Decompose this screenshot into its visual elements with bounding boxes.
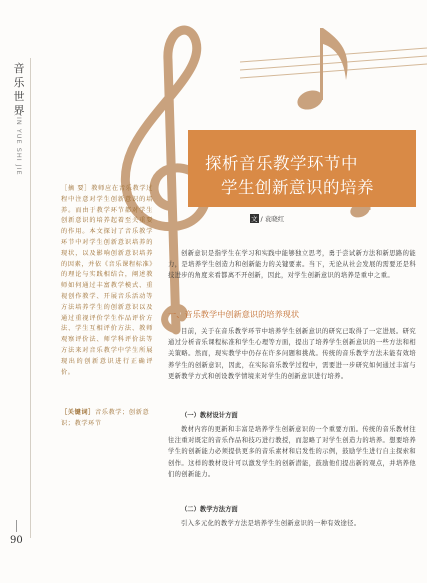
section1-heading: 一、音乐教学中创新意识的培养现状 bbox=[168, 309, 300, 319]
author-name: / 袁晓红 bbox=[260, 215, 285, 223]
magazine-title-char: 界 bbox=[13, 104, 25, 117]
article-title-line1: 探析音乐教学环节中 bbox=[205, 154, 358, 173]
sidebar-divider bbox=[30, 58, 31, 538]
abstract-text: 教师应在音乐教学过程中注意对学生创新意识的培养。而由于教学环节都对学生创新意识的培养起着至关重要的作用。本文探讨了音乐教学环节中对学生创新意识培养的现状，以及影响创新意识培养的因素，并依《音乐课程标准》的理论与实践相结合，阐述教师如何通过丰富教学模式、重视创作教学、开展音乐活动等方法培养学生的创新意识以及通过重视评价学生作品评价方法、学生互相评价方法、教师观察评价法、师学科评价法等方法来对音乐教学中学生所展现出的创新意识进行正确评价。 bbox=[61, 185, 154, 376]
abstract bbox=[61, 184, 153, 378]
magazine-pinyin: YIN YUE SHI JIE bbox=[15, 112, 23, 176]
article-title-line2: 学生创新意识的培养 bbox=[221, 178, 374, 197]
page-tick bbox=[16, 520, 17, 532]
subsection2-heading: （二）教学方法方面 bbox=[181, 506, 238, 513]
keywords-label: ［关键词］ bbox=[61, 409, 95, 416]
abstract-label: ［摘 要］ bbox=[61, 185, 92, 192]
magazine-title-char: 世 bbox=[13, 90, 25, 103]
keywords bbox=[61, 408, 153, 430]
magazine-title-char: 音 bbox=[13, 62, 25, 75]
magazine-title bbox=[8, 62, 30, 118]
subsection1-paragraph: 教材内容的更新和丰富是培养学生创新意识的一个重要方面。传统的音乐教材往往注重对既定的音乐作品和技巧进行教授，而忽略了对学生创造力的培养。想要培养学生的创新能力必须提供更多的音乐素材和启发性的示例，鼓励学生进行自主探索和创作。这样的教材设计可以激发学生的创新潜能，鼓励他们提出新的观点，并培养他们的创新能力。 bbox=[168, 426, 416, 478]
magazine-title-char: 乐 bbox=[13, 76, 25, 89]
author-tag: 文 bbox=[251, 215, 258, 223]
subsection2-paragraph: 引入多元化的教学方法是培养学生创新意识的一种有效途径。 bbox=[181, 520, 361, 527]
author-line bbox=[250, 214, 284, 223]
section1-paragraph: 目前，关于在音乐教学环节中培养学生创新意识的研究已取得了一定进展。研究通过分析音乐课程标准和学生心理等方面，提出了培养学生创新意识的一些方法和相关策略。然而，现实教学中仍存在许多问题和挑战。传统的音乐教学方法未能有效培养学生的创新意识，因此，在实际音乐教学过程中，需要进一步研究如何通过丰富与更新教学方式和创设教学情境来对学生的创新意识进行培养。 bbox=[168, 328, 416, 380]
intro-paragraph: 创新意识是指学生在学习和实践中能够独立思考，勇于尝试新方法和新思路的能力，是培养学生创造力和创新能力的关键要素。当下，无论从社会发展的需要还是科技进步的角度来看都离不开创新，因此，对学生创新意识的培养是重中之重。 bbox=[168, 250, 416, 280]
page-number: 90 bbox=[10, 535, 23, 546]
staff-lines bbox=[240, 48, 427, 78]
keywords-text: 音乐教学；创新意识；教学环节 bbox=[61, 409, 150, 427]
subsection1-heading: （一）教材设计方面 bbox=[181, 412, 238, 419]
